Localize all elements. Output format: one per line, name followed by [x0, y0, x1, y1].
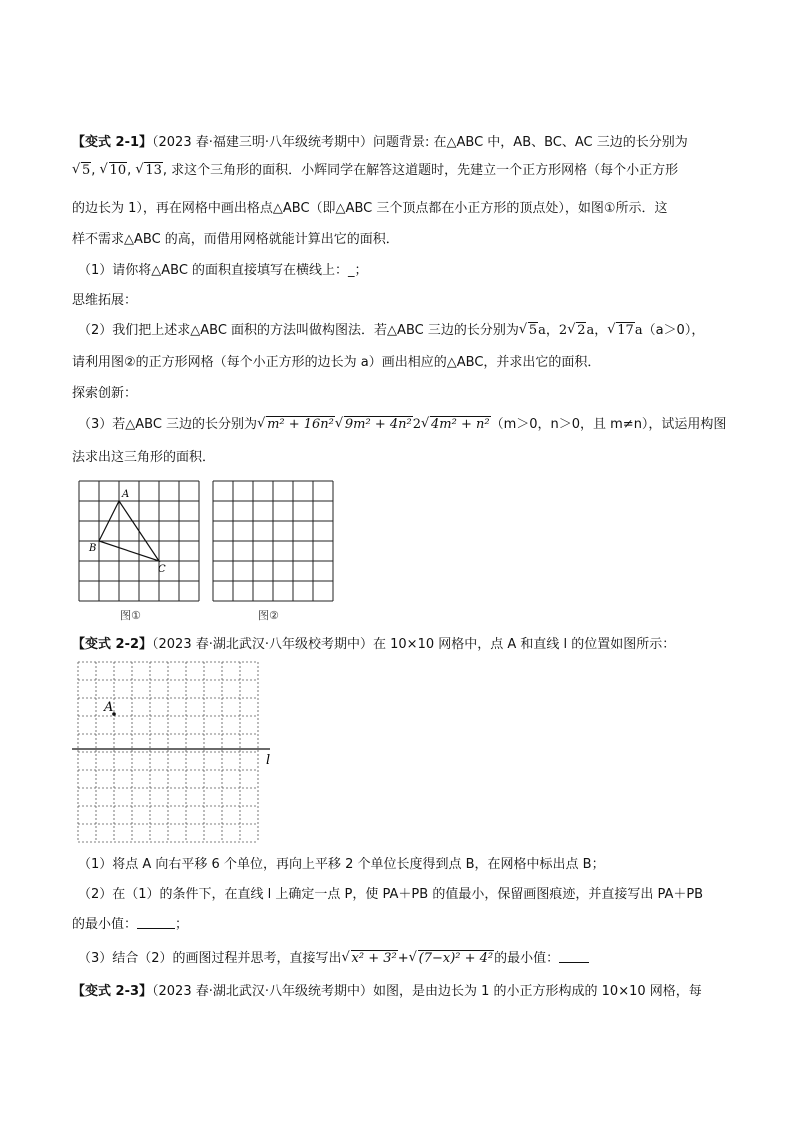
- q21-heading-expand: 思维拓展：: [72, 293, 138, 308]
- q21-source: （2023 春·福建三明·八年级统考期中）问题背景: 在△ABC 中，AB、BC、AC 三边的长分别为: [152, 135, 688, 150]
- q21-part2-line1: （2）我们把上述求△ABC 面积的方法叫做构图法．若△ABC 三边的长分别为√ 5a，2√ 2a，√ 17a（a＞0），: [78, 322, 704, 340]
- q21-part2-line2: 请利用图②的正方形网格（每个小正方形的边长为 a）画出相应的△ABC，并求出它的面积．: [72, 355, 601, 370]
- q21-line2-text: , 求这个三角形的面积．小辉同学在解答这道题时，先建立一个正方形网格（每个小正方形: [162, 163, 679, 178]
- figure-1-caption: 图①: [120, 609, 141, 622]
- triangle-abc: [99, 501, 159, 561]
- q22-part3: （3）结合（2）的画图过程并思考，直接写出√ x² + 3²+√ (7−x)² + 4²的最小值：: [78, 950, 589, 968]
- q23-text: （2023 春·湖北武汉·八年级统考期中）如图，是由边长为 1 的小正方形构成的 10×10 网格，每: [152, 984, 702, 999]
- q21-part3-line2: 法求出这三角形的面积．: [72, 450, 216, 465]
- sqrt-10: √ 10: [100, 162, 128, 180]
- q21-tag: 【变式 2-1】: [72, 135, 153, 150]
- figure-2-caption: 图②: [258, 609, 279, 622]
- p3-root-b: √ (7−x)² + 4²: [409, 950, 495, 968]
- answer-blank-2[interactable]: [137, 916, 175, 929]
- q21-line3: 的边长为 1），再在网格中画出格点△ABC（即△ABC 三个顶点都在小正方形的顶点处），如图①所示．这: [72, 201, 668, 216]
- figure-1-grid: [78, 480, 200, 602]
- point-a-label: A: [104, 700, 114, 715]
- q22-title: （2023 春·湖北武汉·八年级校考期中）在 10×10 网格中，点 A 和直线 l 的位置如图所示：: [152, 637, 676, 652]
- q23-tag: 【变式 2-3】: [72, 984, 153, 999]
- figure-2-grid: [212, 480, 334, 602]
- fig1-label-c: C: [158, 564, 166, 575]
- q21-part1: （1）请你将△ABC 的面积直接填写在横线上：_；: [78, 263, 368, 278]
- fig1-label-b: B: [89, 543, 97, 554]
- q21-line1: [72, 134, 688, 152]
- p2-sqrt17: √ 17: [607, 322, 635, 340]
- p2-sqrt5: √ 5: [519, 322, 538, 340]
- q22-line1: [72, 636, 675, 654]
- q22-part2-line1: （2）在（1）的条件下，在直线 l 上确定一点 P，使 PA＋PB 的值最小，保留画图痕迹，并直接写出 PA＋PB: [78, 887, 704, 902]
- sqrt-13: √ 13: [135, 162, 163, 180]
- fig1-label-a: A: [122, 489, 130, 500]
- p3-root3: √ 4m² + n²: [421, 416, 491, 434]
- q21-part3-line1: （3）若△ABC 三边的长分别为√ m² + 16n²√ 9m² + 4n²2√ 4m² + n²（m＞0，n＞0，且 m≠n），试运用构图: [78, 416, 726, 434]
- line-l-label: l: [266, 753, 271, 768]
- q22-tag: 【变式 2-2】: [72, 637, 153, 652]
- q23-line1: [72, 983, 702, 1001]
- p3-root2: √ 9m² + 4n²: [335, 416, 413, 434]
- p3-root1: √ m² + 16n²: [257, 416, 335, 434]
- q22-part2-line2: 的最小值： ；: [72, 917, 189, 932]
- q21-heading-explore: 探索创新：: [72, 386, 138, 401]
- q22-part1: （1）将点 A 向右平移 6 个单位，再向上平移 2 个单位长度得到点 B，在网格中标出点 B；: [78, 857, 605, 872]
- p2-sqrt2: √ 2: [567, 322, 586, 340]
- q21-line4: 样不需求△ABC 的高，而借用网格就能计算出它的面积．: [72, 232, 399, 247]
- figure-10x10-grid: [70, 658, 280, 844]
- sqrt-5: √ 5: [72, 162, 91, 180]
- q21-line2: √ 5, √ 10, √ 13, 求这个三角形的面积．小辉同学在解答这道题时，先建立一个正方形网格（每个小正方形: [72, 162, 678, 180]
- answer-blank-3[interactable]: [559, 950, 589, 963]
- p3-root-a: √ x² + 3²: [342, 950, 398, 968]
